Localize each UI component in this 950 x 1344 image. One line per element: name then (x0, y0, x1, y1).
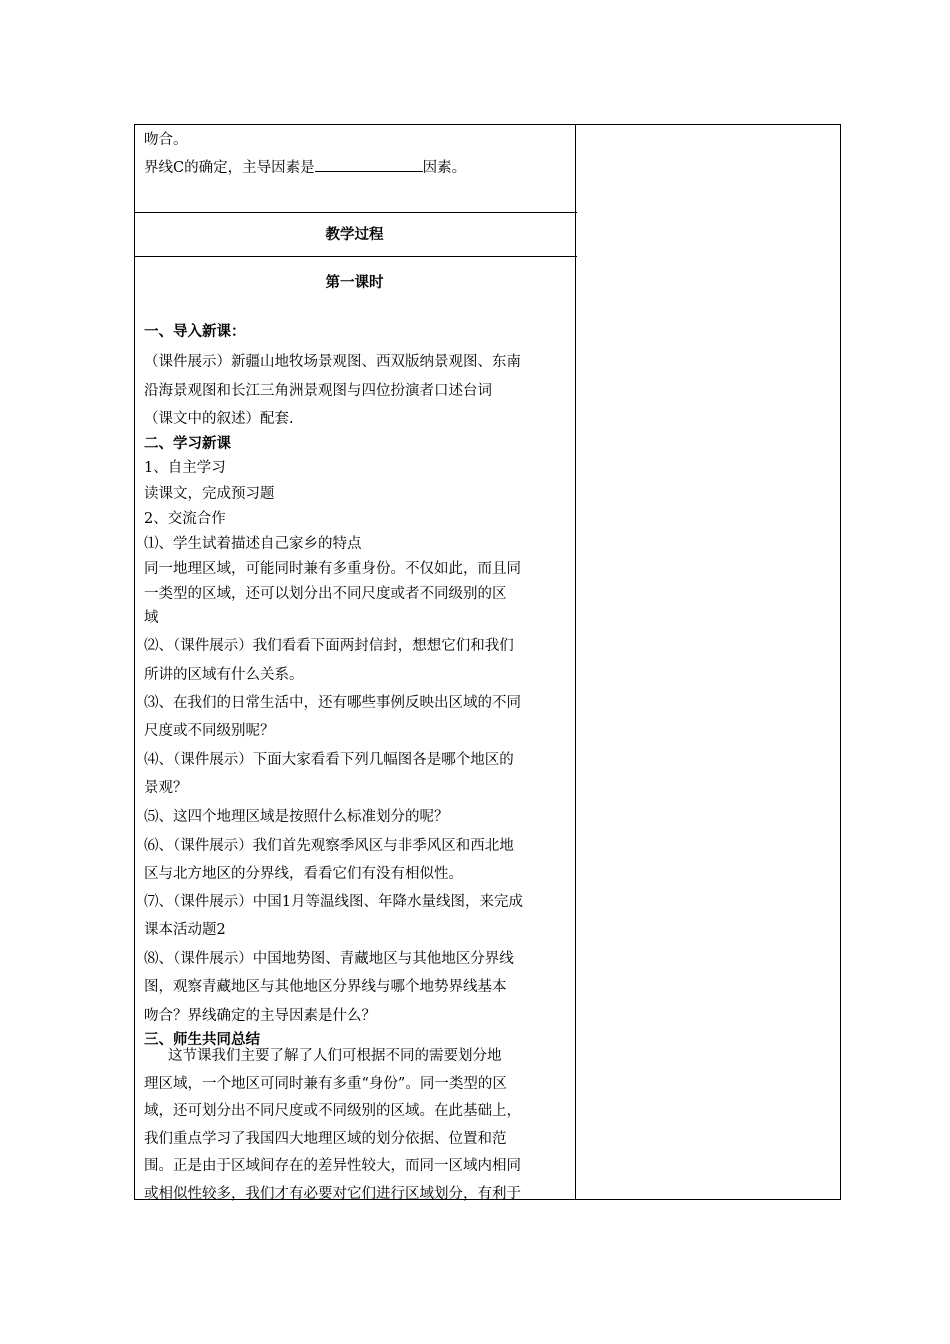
part3-line: 域，还可划分出不同尺度或不同级别的区域。在此基础上， (144, 1103, 521, 1119)
section-title: 教学过程 (325, 227, 384, 243)
part2-line: ⑺、（课件展示）中国1月等温线图、年降水量线图，来完成 (144, 894, 523, 910)
row-divider (134, 212, 577, 213)
part1-line: （课件展示）新疆山地牧场景观图、西双版纳景观图、东南 (144, 354, 521, 370)
part2-line: 尺度或不同级别呢？ (144, 723, 275, 739)
part2-line: 所讲的区域有什么关系。 (144, 667, 304, 683)
part2-line: 读课文，完成预习题 (144, 486, 275, 502)
part2-line: 同一地理区域，可能同时兼有多重身份。不仅如此，而且同 (144, 561, 521, 577)
part1-line: 沿海景观图和长江三角洲景观图与四位扮演者口述台词 (144, 383, 492, 399)
part2-line: 景观？ (144, 780, 188, 796)
part3-line: 这节课我们主要了解了人们可根据不同的需要划分地 (168, 1048, 502, 1064)
row-divider (134, 256, 577, 257)
part2-line: 2、交流合作 (144, 511, 226, 527)
part2-line: 1、自主学习 (144, 460, 226, 476)
part2-line: ⑶、在我们的日常生活中，还有哪些事例反映出区域的不同 (144, 695, 521, 711)
part2-line: ⑵、（课件展示）我们看看下面两封信封，想想它们和我们 (144, 638, 514, 654)
top-cell-line-2: 界线C的确定，主导因素是 因素。 (144, 157, 466, 178)
part3-line: 围。正是由于区域间存在的差异性较大，而同一区域内相同 (144, 1158, 521, 1174)
part2-line: 域 (144, 610, 159, 626)
lesson-title: 第一课时 (325, 275, 384, 291)
part2-line: 课本活动题2 (144, 922, 226, 938)
part2-line: 区与北方地区的分界线，看看它们有没有相似性。 (144, 866, 463, 882)
column-divider (575, 124, 576, 1200)
part3-heading: 三、师生共同总结 (144, 1032, 260, 1048)
part1-heading: 一、导入新课： (144, 324, 246, 340)
part2-line: 图，观察青藏地区与其他地区分界线与哪个地势界线基本 (144, 979, 507, 995)
part3-line: 或相似性较多，我们才有必要对它们进行区域划分，有利于 (144, 1186, 521, 1202)
top-cell-line-1: 吻合。 (144, 132, 188, 148)
part2-line: 一类型的区域，还可以划分出不同尺度或者不同级别的区 (144, 586, 507, 602)
part2-line: ⑴、学生试着描述自己家乡的特点 (144, 536, 362, 552)
part3-line: 我们重点学习了我国四大地理区域的划分依据、位置和范 (144, 1131, 507, 1147)
part2-line: ⑷、（课件展示）下面大家看看下列几幅图各是哪个地区的 (144, 752, 514, 768)
answer-blank[interactable] (315, 157, 423, 172)
part3-line: 理区域，一个地区可同时兼有多重“身份”。同一类型的区 (144, 1076, 507, 1092)
part2-line: ⑻、（课件展示）中国地势图、青藏地区与其他地区分界线 (144, 951, 514, 967)
part2-line: ⑹、（课件展示）我们首先观察季风区与非季风区和西北地 (144, 838, 514, 854)
part2-line: 吻合？界线确定的主导因素是什么？ (144, 1008, 376, 1024)
part2-line: ⑸、这四个地理区域是按照什么标准划分的呢？ (144, 809, 449, 825)
part2-heading: 二、学习新课 (144, 436, 231, 452)
part1-line: （课文中的叙述）配套. (144, 411, 294, 427)
